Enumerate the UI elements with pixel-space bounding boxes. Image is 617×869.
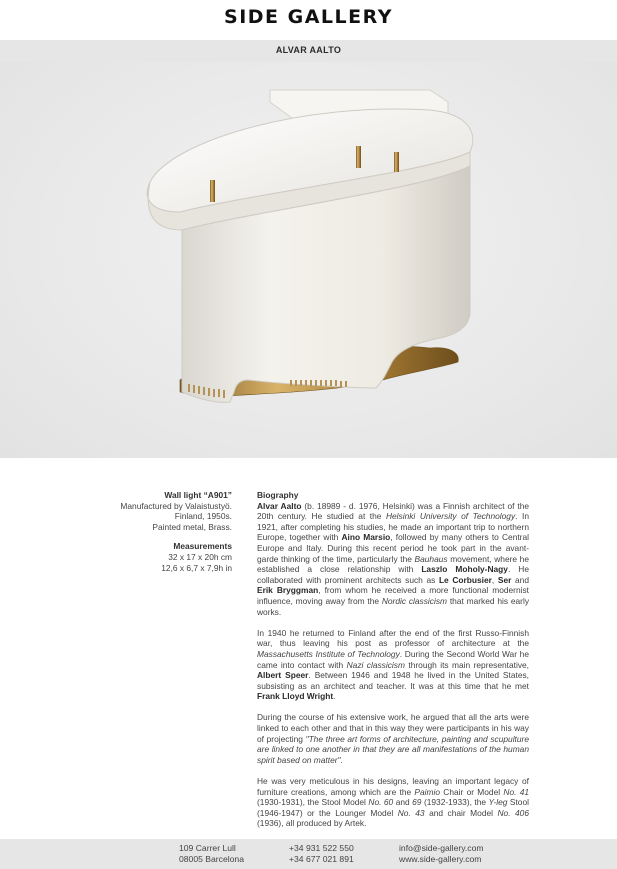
spec-line: Painted metal, Brass. xyxy=(152,521,232,532)
text-run: , xyxy=(491,574,498,585)
bold-text: Aino Marsio xyxy=(341,532,391,543)
italic-text: No. 60 xyxy=(368,797,394,808)
italic-text: Helsinki University of Technology xyxy=(385,511,516,522)
brand-logo-text: SIDE GALLERY xyxy=(224,6,393,28)
text-run: During the course of his extensive work, he argued that all the arts were linked to each other and that in this way they were participants in his way of projecting xyxy=(257,712,529,744)
text-run: . xyxy=(340,754,343,765)
italic-text: "The three art forms of architecture, painting and scupulture are linked to one another in that they are all manifestations of the human spirit based on matter" xyxy=(257,733,529,765)
spec-line: Finland, 1950s. xyxy=(174,511,232,522)
address-line: 109 Carrer Lull xyxy=(179,843,236,853)
italic-text: No. 41 xyxy=(503,786,530,797)
biography-title: Biography xyxy=(257,490,299,500)
biography-paragraph xyxy=(257,628,529,702)
address-line: 08005 Barcelona xyxy=(179,854,244,864)
text-run: He was very meticulous in his designs, leaving an important legacy of furniture creations, among which are the xyxy=(257,776,529,797)
artist-bar xyxy=(0,40,617,62)
artist-name: ALVAR AALTO xyxy=(275,45,342,55)
page-footer xyxy=(0,839,617,869)
brass-pin-2 xyxy=(356,146,361,168)
measurements-title: Measurements xyxy=(173,541,232,552)
text-run: (1932-1933), the xyxy=(421,797,489,808)
wall-light-photo xyxy=(0,62,617,458)
biography-paragraph xyxy=(257,501,529,618)
bold-text: Le Corbusier xyxy=(438,574,492,585)
text-run: (b. 18989 - d. 1976, Helsinki) was a Finnish architect of the 20th century. He studied at the xyxy=(257,500,530,522)
italic-text: Y-leg xyxy=(488,797,508,808)
bold-text: Alvar Aalto xyxy=(257,500,302,511)
italic-text: No. 406 xyxy=(497,807,529,818)
italic-text: 69 xyxy=(412,797,422,808)
text-run: and xyxy=(511,574,529,585)
text-run: Chair or Model xyxy=(440,786,504,797)
biography xyxy=(257,490,529,840)
text-run: . He collaborated with prominent architects such as xyxy=(257,564,529,585)
text-run: movement, where he established a close relationship with xyxy=(257,553,529,575)
text-run: . xyxy=(333,691,336,702)
text-run: Stool (1946-1947) or the Lounger Model xyxy=(257,797,529,818)
text-run: , from whom he received a more functional modernist influence, moving away from the xyxy=(257,585,529,606)
text-run: (1936), all produced by Artek. xyxy=(257,818,367,829)
spec-line: Manufactured by Valaistustyö. xyxy=(120,500,232,511)
footer-web xyxy=(399,843,484,865)
italic-text: No. 43 xyxy=(397,807,425,818)
text-run: and xyxy=(393,797,413,808)
brass-pin-1 xyxy=(210,180,215,202)
text-run: that marked his early works. xyxy=(257,595,530,617)
italic-text: Bauhaus xyxy=(414,553,448,564)
email-link[interactable]: info@side-gallery.com xyxy=(399,843,484,853)
product-title: Wall light “A901” xyxy=(164,490,232,500)
text-run: (1930-1931), the Stool Model xyxy=(257,797,369,808)
footer-phones xyxy=(289,843,354,865)
text-run: , followed by many others to Central Europe and Italy. During this recent period he took part in the avant-garde thinking of the time, particularly the xyxy=(257,532,529,564)
italic-text: Nordic classicism xyxy=(381,595,448,606)
wall-light-illustration xyxy=(0,62,617,458)
product-spec xyxy=(120,490,232,573)
website-link[interactable]: www.side-gallery.com xyxy=(399,854,482,864)
bold-text: Frank Lloyd Wright xyxy=(257,691,334,702)
text-run: . During the Second World War he came into contact with xyxy=(257,648,529,670)
measurement-line: 32 x 17 x 20h cm xyxy=(168,551,232,562)
italic-text: Massachusetts Institute of Technology xyxy=(257,648,400,659)
text-run: . Between 1946 and 1948 he lived in the United States, subsisting as an architect and teacher. It was at this time that he met xyxy=(257,670,529,691)
bold-text: Ser xyxy=(497,574,512,585)
bold-text: Albert Speer xyxy=(257,670,309,681)
page-header xyxy=(0,0,617,40)
measurement-line: 12,6 x 6,7 x 7,9h in xyxy=(161,562,232,573)
biography-paragraph xyxy=(257,712,529,765)
footer-address xyxy=(179,843,244,865)
phone-number[interactable]: +34 677 021 891 xyxy=(289,854,354,864)
phone-number[interactable]: +34 931 522 550 xyxy=(289,843,354,853)
brass-pin-3 xyxy=(394,152,399,172)
text-run: through its main representative, xyxy=(404,659,530,670)
bold-text: Laszlo Moholy-Nagy xyxy=(421,564,508,575)
italic-text: Nazi classicism xyxy=(346,659,405,670)
bold-text: Erik Bryggman xyxy=(257,585,319,596)
biography-paragraph xyxy=(257,776,529,829)
text-run: and chair Model xyxy=(424,807,498,818)
text-run: In 1940 he returned to Finland after the end of the first Russo-Finnish war, thus leaving his post as professor of architecture at the xyxy=(257,627,529,649)
text-run: . In 1921, after completing his studies, he made an important trip to northern Europe, together with xyxy=(257,511,529,543)
italic-text: Paimio xyxy=(414,786,441,797)
